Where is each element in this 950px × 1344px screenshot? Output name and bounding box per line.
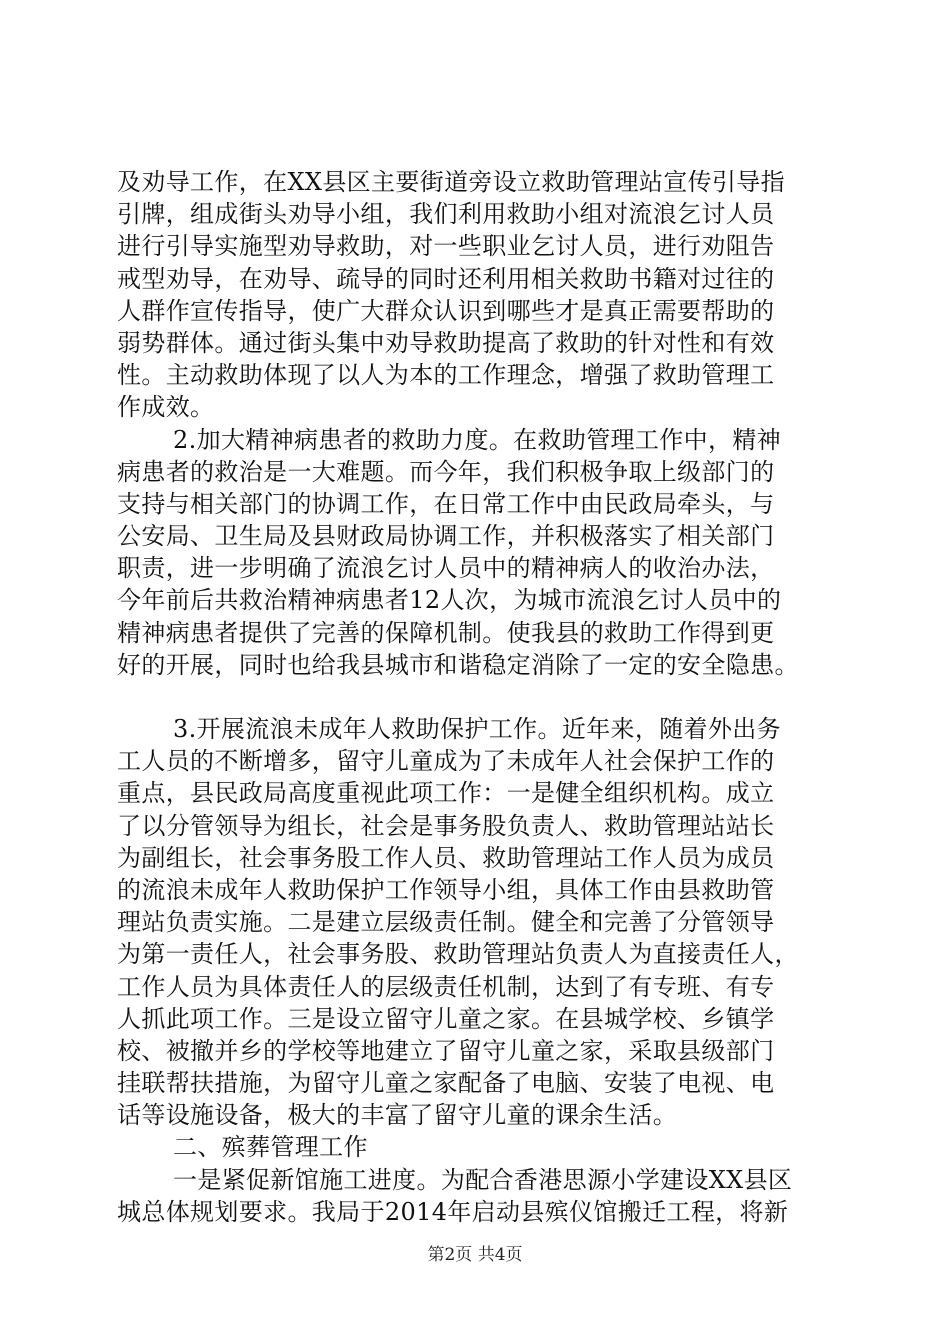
text-line: 性。主动救助体现了以人为本的工作理念，增强了救助管理工 <box>117 361 775 390</box>
text-line: 精神病患者提供了完善的保障机制。使我县的救助工作得到更 <box>117 618 775 647</box>
text-line: 戒型劝导，在劝导、疏导的同时还利用相关救助书籍对过往的 <box>117 264 775 293</box>
text-line: 及劝导工作，在XX县区主要街道旁设立救助管理站宣传引导指 <box>117 168 785 196</box>
text-line: 职责，进一步明确了流浪乞讨人员中的精神病人的收治办法， <box>117 554 775 583</box>
page-footer <box>0 1244 950 1266</box>
text-line: 工作人员为具体责任人的层级责任机制，达到了有专班、有专 <box>117 972 775 1001</box>
text-line: 理站负责实施。二是建立层级责任制。健全和完善了分管领导 <box>117 908 775 937</box>
text-line: 人抓此项工作。三是设立留守儿童之家。在县城学校、乡镇学 <box>117 1004 775 1033</box>
text-line: 病患者的救治是一大难题。而今年，我们积极争取上级部门的 <box>117 457 775 486</box>
paragraph <box>117 713 837 1131</box>
text-line: 了以分管领导为组长，社会是事务股负责人、救助管理站站长 <box>117 811 775 840</box>
text-line: 进行引导实施型劝导救助，对一些职业乞讨人员，进行劝阻告 <box>117 232 775 261</box>
text-line: 2.加大精神病患者的救助力度。在救助管理工作中，精神 <box>173 425 781 454</box>
text-line: 公安局、卫生局及县财政局协调工作，并积极落实了相关部门 <box>117 522 775 551</box>
text-line: 重点，县民政局高度重视此项工作：一是健全组织机构。成立 <box>117 779 775 808</box>
text-line: 人群作宣传指导，使广大群众认识到哪些才是真正需要帮助的 <box>117 296 775 325</box>
paragraph <box>117 166 837 424</box>
text-line: 弱势群体。通过街头集中劝导救助提高了救助的针对性和有效 <box>117 328 775 357</box>
page-number-label: 第2页 共4页 <box>427 1245 523 1265</box>
text-line: 为副组长，社会事务股工作人员、救助管理站工作人员为成员 <box>117 843 775 872</box>
document-body <box>117 166 837 1228</box>
paragraph <box>117 424 837 682</box>
text-line: 二、殡葬管理工作 <box>173 1133 368 1162</box>
text-line: 的流浪未成年人救助保护工作领导小组，具体工作由县救助管 <box>117 875 775 904</box>
paragraph <box>117 1131 837 1163</box>
text-line: 话等设施设备，极大的丰富了留守儿童的课余生活。 <box>117 1101 678 1130</box>
paragraph <box>117 1164 837 1228</box>
text-line: 城总体规划要求。我局于2014年启动县殡仪馆搬迁工程，将新 <box>117 1197 789 1226</box>
text-line: 工人员的不断增多，留守儿童成为了未成年人社会保护工作的 <box>117 747 775 776</box>
text-line: 引牌，组成街头劝导小组，我们利用救助小组对流浪乞讨人员 <box>117 200 775 229</box>
text-line: 为第一责任人，社会事务股、救助管理站负责人为直接责任人， <box>117 940 799 969</box>
text-line: 校、被撤并乡的学校等地建立了留守儿童之家，采取县级部门 <box>117 1036 775 1065</box>
text-line: 一是紧促新馆施工进度。为配合香港思源小学建设XX县区 <box>173 1165 793 1194</box>
text-line: 作成效。 <box>117 393 215 422</box>
text-line: 好的开展，同时也给我县城市和谐稳定消除了一定的安全隐患。 <box>117 650 799 679</box>
text-line: 挂联帮扶措施，为留守儿童之家配备了电脑、安装了电视、电 <box>117 1069 775 1098</box>
paragraph-gap <box>117 681 837 713</box>
text-line: 3.开展流浪未成年人救助保护工作。近年来，随着外出务 <box>173 715 781 743</box>
text-line: 今年前后共救治精神病患者12人次，为城市流浪乞讨人员中的 <box>117 586 782 615</box>
text-line: 支持与相关部门的协调工作，在日常工作中由民政局牵头，与 <box>117 489 775 518</box>
